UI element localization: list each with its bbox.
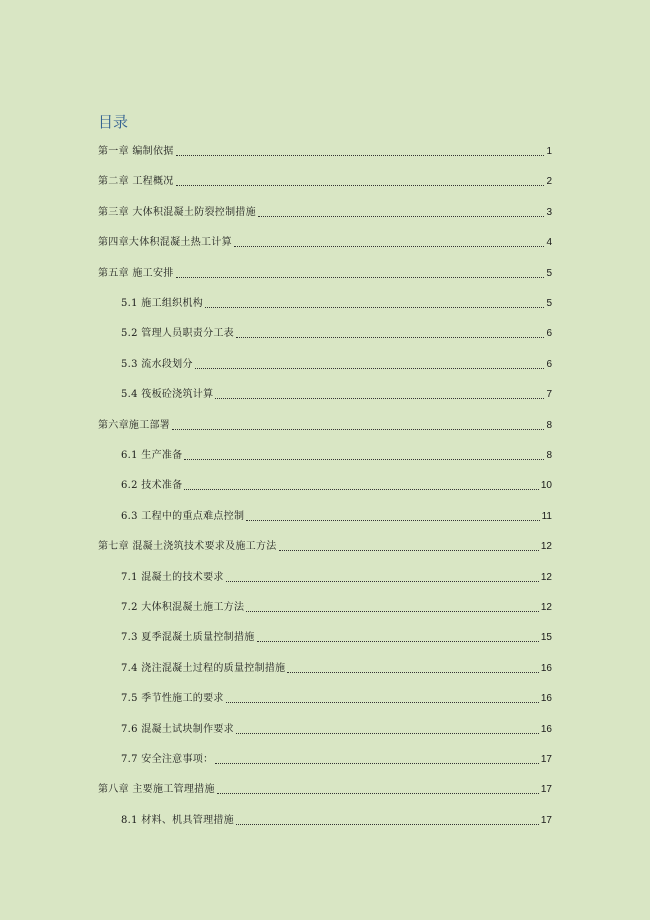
toc-dot-leader bbox=[172, 426, 544, 430]
toc-page-number: 5 bbox=[546, 267, 552, 279]
toc-dot-leader bbox=[176, 274, 545, 278]
toc-entry-label: 7.6 混凝土试块制作要求 bbox=[121, 723, 234, 735]
toc-page-number: 8 bbox=[546, 450, 552, 461]
toc-dot-leader bbox=[176, 182, 545, 186]
toc-dot-leader bbox=[258, 213, 544, 217]
toc-dot-leader bbox=[246, 517, 539, 521]
toc-entry-label: 7.1 混凝土的技术要求 bbox=[121, 571, 224, 583]
toc-entry-label: 第四章大体积混凝土热工计算 bbox=[98, 237, 232, 249]
toc-chapter-entry[interactable] bbox=[98, 142, 552, 158]
toc-subsection-entry[interactable] bbox=[121, 385, 552, 401]
toc-entry-label: 第二章 工程概况 bbox=[98, 176, 174, 188]
toc-page-number: 17 bbox=[540, 784, 552, 796]
toc-entry-label: 5.1 施工组织机构 bbox=[121, 298, 204, 309]
toc-subsection-entry[interactable] bbox=[121, 446, 552, 462]
toc-dot-leader bbox=[217, 790, 539, 794]
toc-dot-leader bbox=[226, 699, 539, 703]
toc-dot-leader bbox=[184, 486, 538, 490]
toc-dot-leader bbox=[215, 395, 544, 399]
toc-dot-leader bbox=[257, 638, 539, 642]
toc-subsection-entry[interactable] bbox=[121, 811, 552, 827]
toc-chapter-entry[interactable] bbox=[98, 233, 552, 249]
toc-subsection-entry[interactable] bbox=[121, 689, 552, 705]
toc-chapter-entry[interactable] bbox=[98, 172, 552, 188]
toc-page-number: 2 bbox=[546, 176, 552, 188]
toc-entry-label: 5.4 筏板砼浇筑计算 bbox=[121, 389, 214, 401]
toc-dot-leader bbox=[205, 304, 544, 308]
toc-page-number: 12 bbox=[540, 602, 552, 613]
toc-entry-label: 第一章 编制依据 bbox=[98, 146, 174, 157]
toc-dot-leader bbox=[287, 669, 538, 673]
toc-dot-leader bbox=[279, 547, 539, 551]
toc-page-number: 12 bbox=[540, 541, 552, 553]
toc-entry-label: 6.1 生产准备 bbox=[121, 450, 183, 461]
toc-dot-leader bbox=[236, 334, 544, 338]
toc-dot-leader bbox=[184, 456, 544, 460]
toc-page-number: 17 bbox=[540, 754, 552, 765]
toc-subsection-entry[interactable] bbox=[121, 568, 552, 584]
toc-subsection-entry[interactable] bbox=[121, 507, 552, 523]
toc-page-number: 17 bbox=[540, 814, 552, 826]
toc-entry-label: 6.3 工程中的重点难点控制 bbox=[121, 510, 245, 522]
toc-entry-label: 7.5 季节性施工的要求 bbox=[121, 693, 224, 705]
toc-entry-label: 第八章 主要施工管理措施 bbox=[98, 784, 215, 796]
toc-page-number: 12 bbox=[540, 571, 552, 583]
toc-chapter-entry[interactable] bbox=[98, 264, 552, 280]
toc-dot-leader bbox=[246, 608, 539, 612]
toc-page-number: 16 bbox=[540, 723, 552, 735]
toc-page-number: 5 bbox=[546, 298, 552, 309]
toc-chapter-entry[interactable] bbox=[98, 780, 552, 796]
toc-entry-label: 7.2 大体积混凝土施工方法 bbox=[121, 602, 245, 613]
toc-subsection-entry[interactable] bbox=[121, 355, 552, 371]
toc-page-number: 16 bbox=[540, 693, 552, 705]
toc-entry-label: 7.7 安全注意事项： bbox=[121, 754, 214, 765]
toc-dot-leader bbox=[226, 578, 539, 582]
toc-subsection-entry[interactable] bbox=[121, 720, 552, 736]
toc-entry-label: 7.4 浇注混凝土过程的质量控制措施 bbox=[121, 662, 286, 674]
toc-dot-leader bbox=[236, 821, 539, 825]
toc-dot-leader bbox=[215, 760, 538, 764]
toc-dot-leader bbox=[195, 365, 545, 369]
toc-page-number: 4 bbox=[546, 237, 552, 249]
toc-title: 目录 bbox=[98, 113, 129, 131]
toc-entry-label: 6.2 技术准备 bbox=[121, 480, 183, 492]
toc-subsection-entry[interactable] bbox=[121, 628, 552, 644]
toc-entry-label: 第七章 混凝土浇筑技术要求及施工方法 bbox=[98, 541, 277, 553]
toc-subsection-entry[interactable] bbox=[121, 324, 552, 340]
toc-chapter-entry[interactable] bbox=[98, 537, 552, 553]
toc-entry-label: 第六章施工部署 bbox=[98, 419, 171, 431]
toc-subsection-entry[interactable] bbox=[121, 476, 552, 492]
toc-page-number: 16 bbox=[540, 662, 552, 674]
toc-page-number: 6 bbox=[546, 358, 552, 370]
toc-page-number: 10 bbox=[540, 480, 552, 492]
toc-subsection-entry[interactable] bbox=[121, 659, 552, 675]
toc-subsection-entry[interactable] bbox=[121, 294, 552, 310]
toc-subsection-entry[interactable] bbox=[121, 750, 552, 766]
toc-chapter-entry[interactable] bbox=[98, 416, 552, 432]
toc-entry-label: 5.3 流水段划分 bbox=[121, 358, 193, 370]
toc-page-number: 1 bbox=[546, 146, 552, 157]
toc-page-number: 11 bbox=[541, 510, 552, 522]
toc-dot-leader bbox=[176, 152, 545, 156]
toc-subsection-entry[interactable] bbox=[121, 598, 552, 614]
toc-dot-leader bbox=[234, 243, 545, 247]
toc-entry-label: 5.2 管理人员职责分工表 bbox=[121, 328, 234, 340]
toc-dot-leader bbox=[236, 730, 539, 734]
toc-entry-label: 第三章 大体积混凝土防裂控制措施 bbox=[98, 206, 256, 218]
toc-page-number: 8 bbox=[546, 419, 552, 431]
toc-entry-label: 7.3 夏季混凝土质量控制措施 bbox=[121, 632, 255, 644]
toc-page-number: 7 bbox=[546, 389, 552, 401]
toc-entry-label: 第五章 施工安排 bbox=[98, 267, 174, 279]
toc-page-number: 3 bbox=[546, 206, 552, 218]
toc-entry-label: 8.1 材料、机具管理措施 bbox=[121, 814, 234, 826]
toc-chapter-entry[interactable] bbox=[98, 203, 552, 219]
toc-page-number: 15 bbox=[540, 632, 552, 644]
toc-page-number: 6 bbox=[546, 328, 552, 340]
